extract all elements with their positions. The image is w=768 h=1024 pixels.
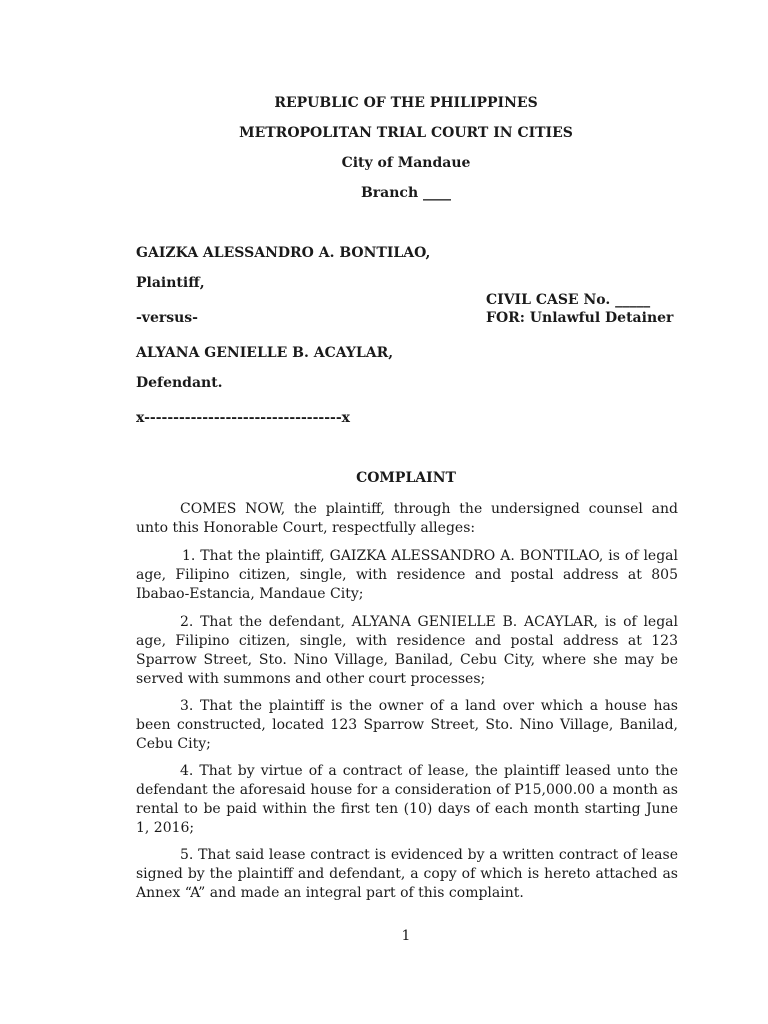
header-city: City of Mandaue bbox=[341, 155, 471, 171]
header-branch: Branch ____ bbox=[360, 185, 452, 201]
header-court: METROPOLITAN TRIAL COURT IN CITIES bbox=[239, 125, 573, 141]
allegation-5 bbox=[136, 846, 678, 903]
allegation-3 bbox=[136, 697, 678, 754]
allegation-4 bbox=[136, 762, 678, 838]
civil-case-number: CIVIL CASE No. _____ bbox=[486, 292, 651, 308]
allegation-1-text: 1. That the plaintiff, GAIZKA ALESSANDRO A. BONTILAO, is of legal age, Filipino citizen, single, with residence and postal address at 805 Ibabao-Estancia, Mandaue City; bbox=[136, 548, 678, 602]
caption-separator: x----------------------------------x bbox=[136, 410, 351, 426]
versus-label: -versus- bbox=[136, 310, 198, 326]
page-number: 1 bbox=[401, 928, 411, 944]
defendant-label: Defendant. bbox=[136, 375, 223, 391]
allegation-2-text: 2. That the defendant, ALYANA GENIELLE B. ACAYLAR, is of legal age, Filipino citizen, single, with residence and postal address at 123 Sparrow Street, Sto. Nino Village, Banilad, Cebu City, where she may be served with summons and other court processes; bbox=[136, 614, 678, 687]
case-nature: FOR: Unlawful Detainer bbox=[486, 310, 674, 326]
allegation-5-text: 5. That said lease contract is evidenced by a written contract of lease signed by the plaintiff and defendant, a copy of which is hereto attached as Annex “A” and made an integral part of this complaint. bbox=[136, 847, 678, 901]
allegation-1 bbox=[136, 547, 678, 604]
intro-paragraph bbox=[136, 500, 678, 538]
allegation-4-text: 4. That by virtue of a contract of lease, the plaintiff leased unto the defendant the aforesaid house for a consideration of P15,000.00 a month as rental to be paid within the first ten (10) days of each month starting June 1, 2016; bbox=[136, 763, 678, 836]
allegation-2 bbox=[136, 613, 678, 689]
plaintiff-name: GAIZKA ALESSANDRO A. BONTILAO, bbox=[136, 245, 431, 261]
header-republic: REPUBLIC OF THE PHILIPPINES bbox=[274, 95, 538, 111]
plaintiff-label: Plaintiff, bbox=[136, 275, 205, 291]
allegation-3-text: 3. That the plaintiff is the owner of a land over which a house has been constructed, located 123 Sparrow Street, Sto. Nino Village, Banilad, Cebu City; bbox=[136, 698, 678, 752]
complaint-title: COMPLAINT bbox=[356, 470, 456, 486]
intro-text: COMES NOW, the plaintiff, through the undersigned counsel and unto this Honorable Court, respectfully alleges: bbox=[136, 501, 678, 536]
defendant-name: ALYANA GENIELLE B. ACAYLAR, bbox=[136, 345, 394, 361]
